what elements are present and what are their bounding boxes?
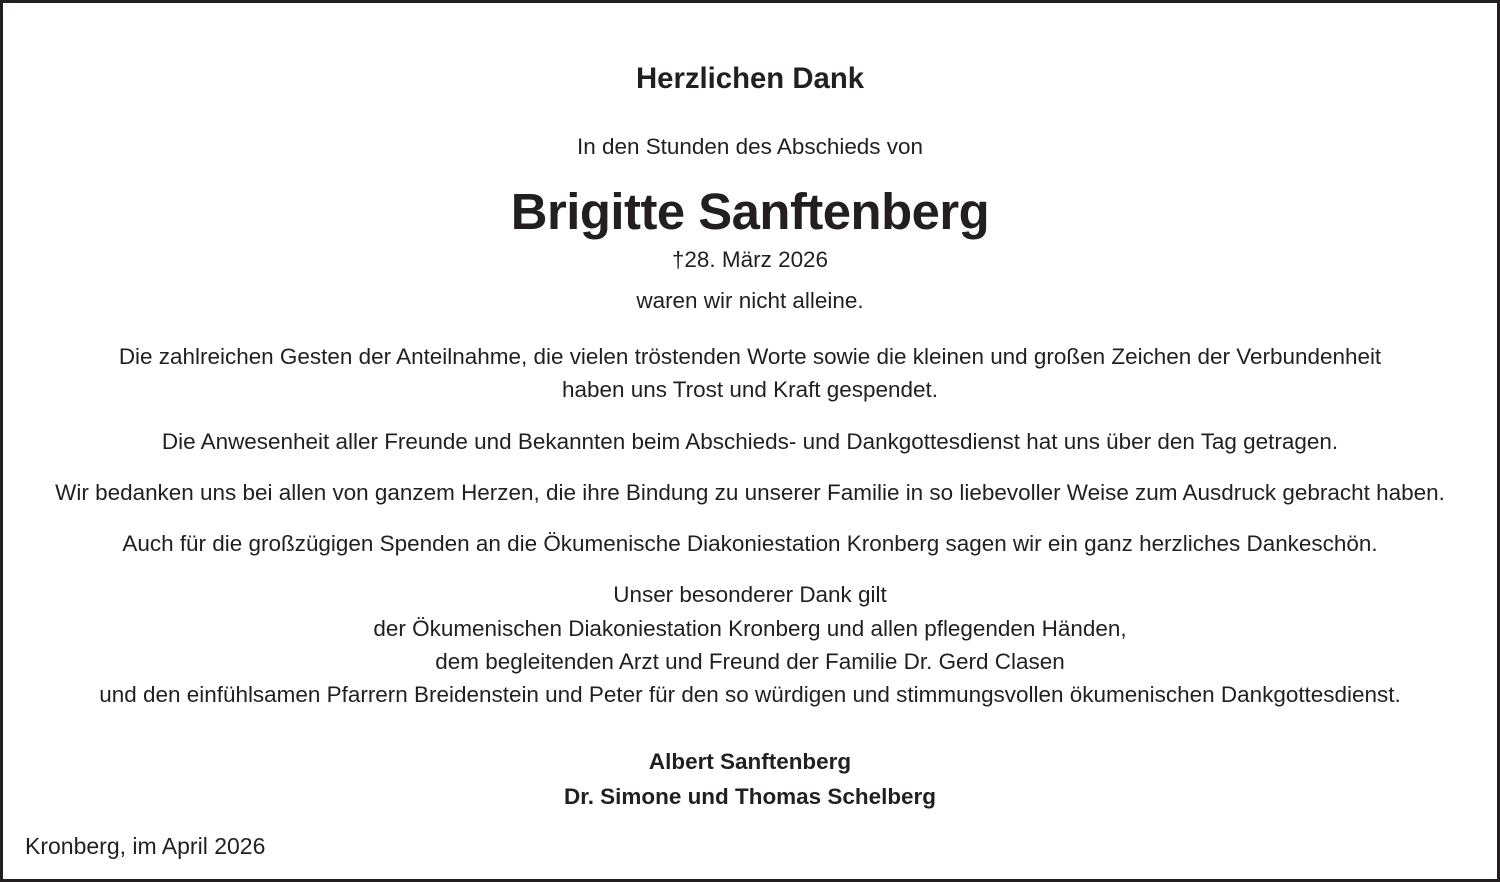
intro-text: In den Stunden des Abschieds von (576, 134, 924, 159)
paragraph-donations: Auch für die großzügigen Spenden an die Ökumenische Diakoniestation Kronberg sagen wir ein ganz herzliches Dankeschön. (122, 531, 1378, 556)
notice-heading: Herzlichen Dank (635, 62, 865, 95)
signature-2: Dr. Simone und Thomas Schelberg (563, 784, 937, 809)
paragraph-attendance: Die Anwesenheit aller Freunde und Bekannten beim Abschieds- und Dankgottesdienst hat uns über den Tag getragen. (161, 429, 1339, 454)
special-thanks-line-1: Unser besonderer Dank gilt (613, 582, 887, 607)
death-date: †28. März 2026 (671, 247, 829, 272)
paragraph-condolences-line-1: Die zahlreichen Gesten der Anteilnahme, die vielen tröstenden Worte sowie die kleinen und großen Zeichen der Verbundenheit (118, 344, 1382, 369)
paragraph-condolences-line-2: haben uns Trost und Kraft gespendet. (562, 377, 938, 402)
special-thanks-line-2: der Ökumenischen Diakoniestation Kronberg und allen pflegenden Händen, (373, 616, 1127, 641)
signature-1: Albert Sanftenberg (648, 749, 852, 774)
special-thanks-line-4: und den einfühlsamen Pfarrern Breidenstein und Peter für den so würdigen und stimmungsvollen ökumenischen Dankgottesdienst. (99, 682, 1401, 707)
paragraph-gratitude: Wir bedanken uns bei allen von ganzem Herzen, die ihre Bindung zu unserer Familie in so liebevoller Weise zum Ausdruck gebracht haben. (55, 480, 1445, 505)
deceased-name: Brigitte Sanftenberg (510, 183, 990, 240)
after-name-text: waren wir nicht alleine. (636, 288, 864, 313)
special-thanks-line-3: dem begleitenden Arzt und Freund der Familie Dr. Gerd Clasen (435, 649, 1065, 674)
place-date: Kronberg, im April 2026 (25, 833, 266, 859)
